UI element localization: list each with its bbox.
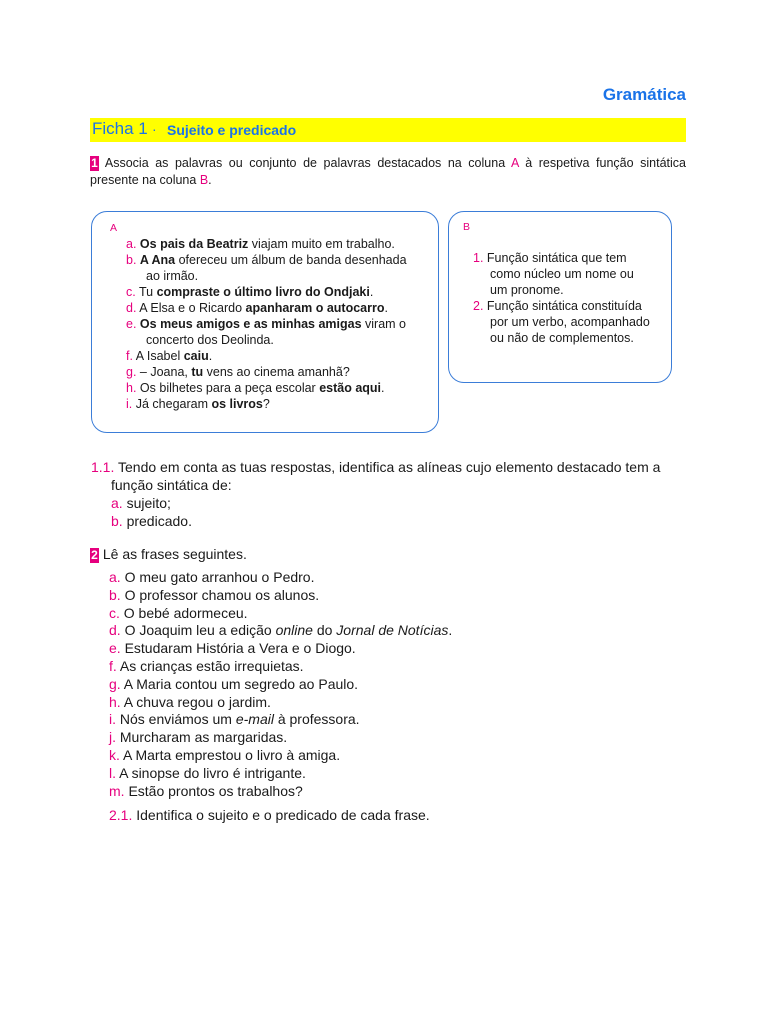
question-text-continuation: função sintática de:: [111, 477, 232, 493]
list-item: j. Murcharam as margaridas.: [109, 729, 288, 746]
list-item: l. A sinopse do livro é intrigante.: [109, 764, 306, 781]
question-number-badge: 1: [91, 156, 98, 170]
list-item: m. Estão prontos os trabalhos?: [109, 782, 303, 799]
question-text: à respetiva função sintática presente na coluna: [90, 156, 686, 187]
option-item: a. sujeito;: [111, 495, 171, 511]
list-item: b. O professor chamou os alunos.: [109, 586, 320, 603]
column-a-label: A: [110, 222, 118, 234]
list-item: c. Tu compraste o último livro do Ondjaki.: [126, 285, 374, 299]
list-item: a. O meu gato arranhou o Pedro.: [109, 569, 315, 585]
worksheet-subtitle: Sujeito e predicado: [167, 122, 297, 138]
list-item-continuation: ao irmão.: [146, 269, 199, 283]
column-b-list: [473, 250, 650, 346]
question-1-1: [91, 458, 660, 530]
list-item: i. Nós enviámos um e-mail à professora.: [109, 711, 360, 728]
list-item-continuation: concerto dos Deolinda.: [146, 333, 274, 347]
list-item-continuation: como núcleo um nome ou: [490, 267, 634, 281]
question-1: 1 Associa as palavras ou conjunto de palavras destacados na coluna A à respetiva função sintática presente na coluna B.: [90, 156, 686, 187]
list-item: b. A Ana ofereceu um álbum de banda desenhada: [126, 253, 407, 267]
list-item: d. O Joaquim leu a edição online do Jornal de Notícias.: [109, 622, 453, 639]
list-item: c. O bebé adormeceu.: [109, 604, 248, 621]
column-a-box: [91, 211, 439, 433]
list-item: e. Os meus amigos e as minhas amigas viram o: [126, 317, 406, 331]
column-a-list: [126, 236, 407, 412]
question-text: 1.1. Tendo em conta as tuas respostas, identifica as alíneas cujo elemento destacado tem a: [91, 459, 661, 475]
column-b-label: B: [463, 221, 471, 233]
list-item: 1. Função sintática que tem: [473, 251, 627, 265]
list-item: i. Já chegaram os livros?: [126, 397, 270, 411]
worksheet-number: Ficha 1: [92, 119, 148, 138]
list-item: k. A Marta emprestou o livro à amiga.: [109, 746, 341, 763]
column-b-box: [448, 211, 672, 383]
list-item: f. A Isabel caiu.: [126, 349, 213, 363]
list-item-continuation: ou não de complementos.: [490, 331, 634, 345]
list-item: a. Os pais da Beatriz viajam muito em trabalho.: [126, 237, 395, 251]
worksheet-title-bar: [90, 118, 686, 142]
question-text: Lê as frases seguintes.: [99, 546, 247, 562]
question-number-badge: 2: [91, 548, 98, 562]
sentence-list: [109, 569, 452, 800]
list-item: g. A Maria contou um segredo ao Paulo.: [109, 675, 359, 692]
column-b-ref: B: [199, 173, 209, 187]
list-item: e. Estudaram História a Vera e o Diogo.: [109, 640, 356, 657]
title-separator: ·: [152, 121, 157, 137]
list-item-continuation: por um verbo, acompanhado: [490, 315, 650, 329]
list-item: 2. Função sintática constituída: [473, 299, 642, 313]
list-item: h. Os bilhetes para a peça escolar estão aqui.: [126, 381, 385, 395]
list-item: g. – Joana, tu vens ao cinema amanhã?: [126, 365, 350, 379]
list-item-continuation: um pronome.: [490, 283, 564, 297]
list-item: d. A Elsa e o Ricardo apanharam o autocarro.: [126, 301, 388, 315]
list-item: h. A chuva regou o jardim.: [109, 693, 271, 710]
question-text: Associa as palavras ou conjunto de palavras destacados na coluna: [104, 156, 512, 170]
question-2-1: 2.1. Identifica o sujeito e o predicado de cada frase.: [109, 807, 430, 823]
column-a-ref: A: [511, 156, 519, 170]
question-2: [90, 546, 247, 564]
list-item: f. As crianças estão irrequietas.: [109, 657, 304, 674]
section-title: Gramática: [602, 85, 686, 104]
option-item: b. predicado.: [111, 513, 192, 529]
